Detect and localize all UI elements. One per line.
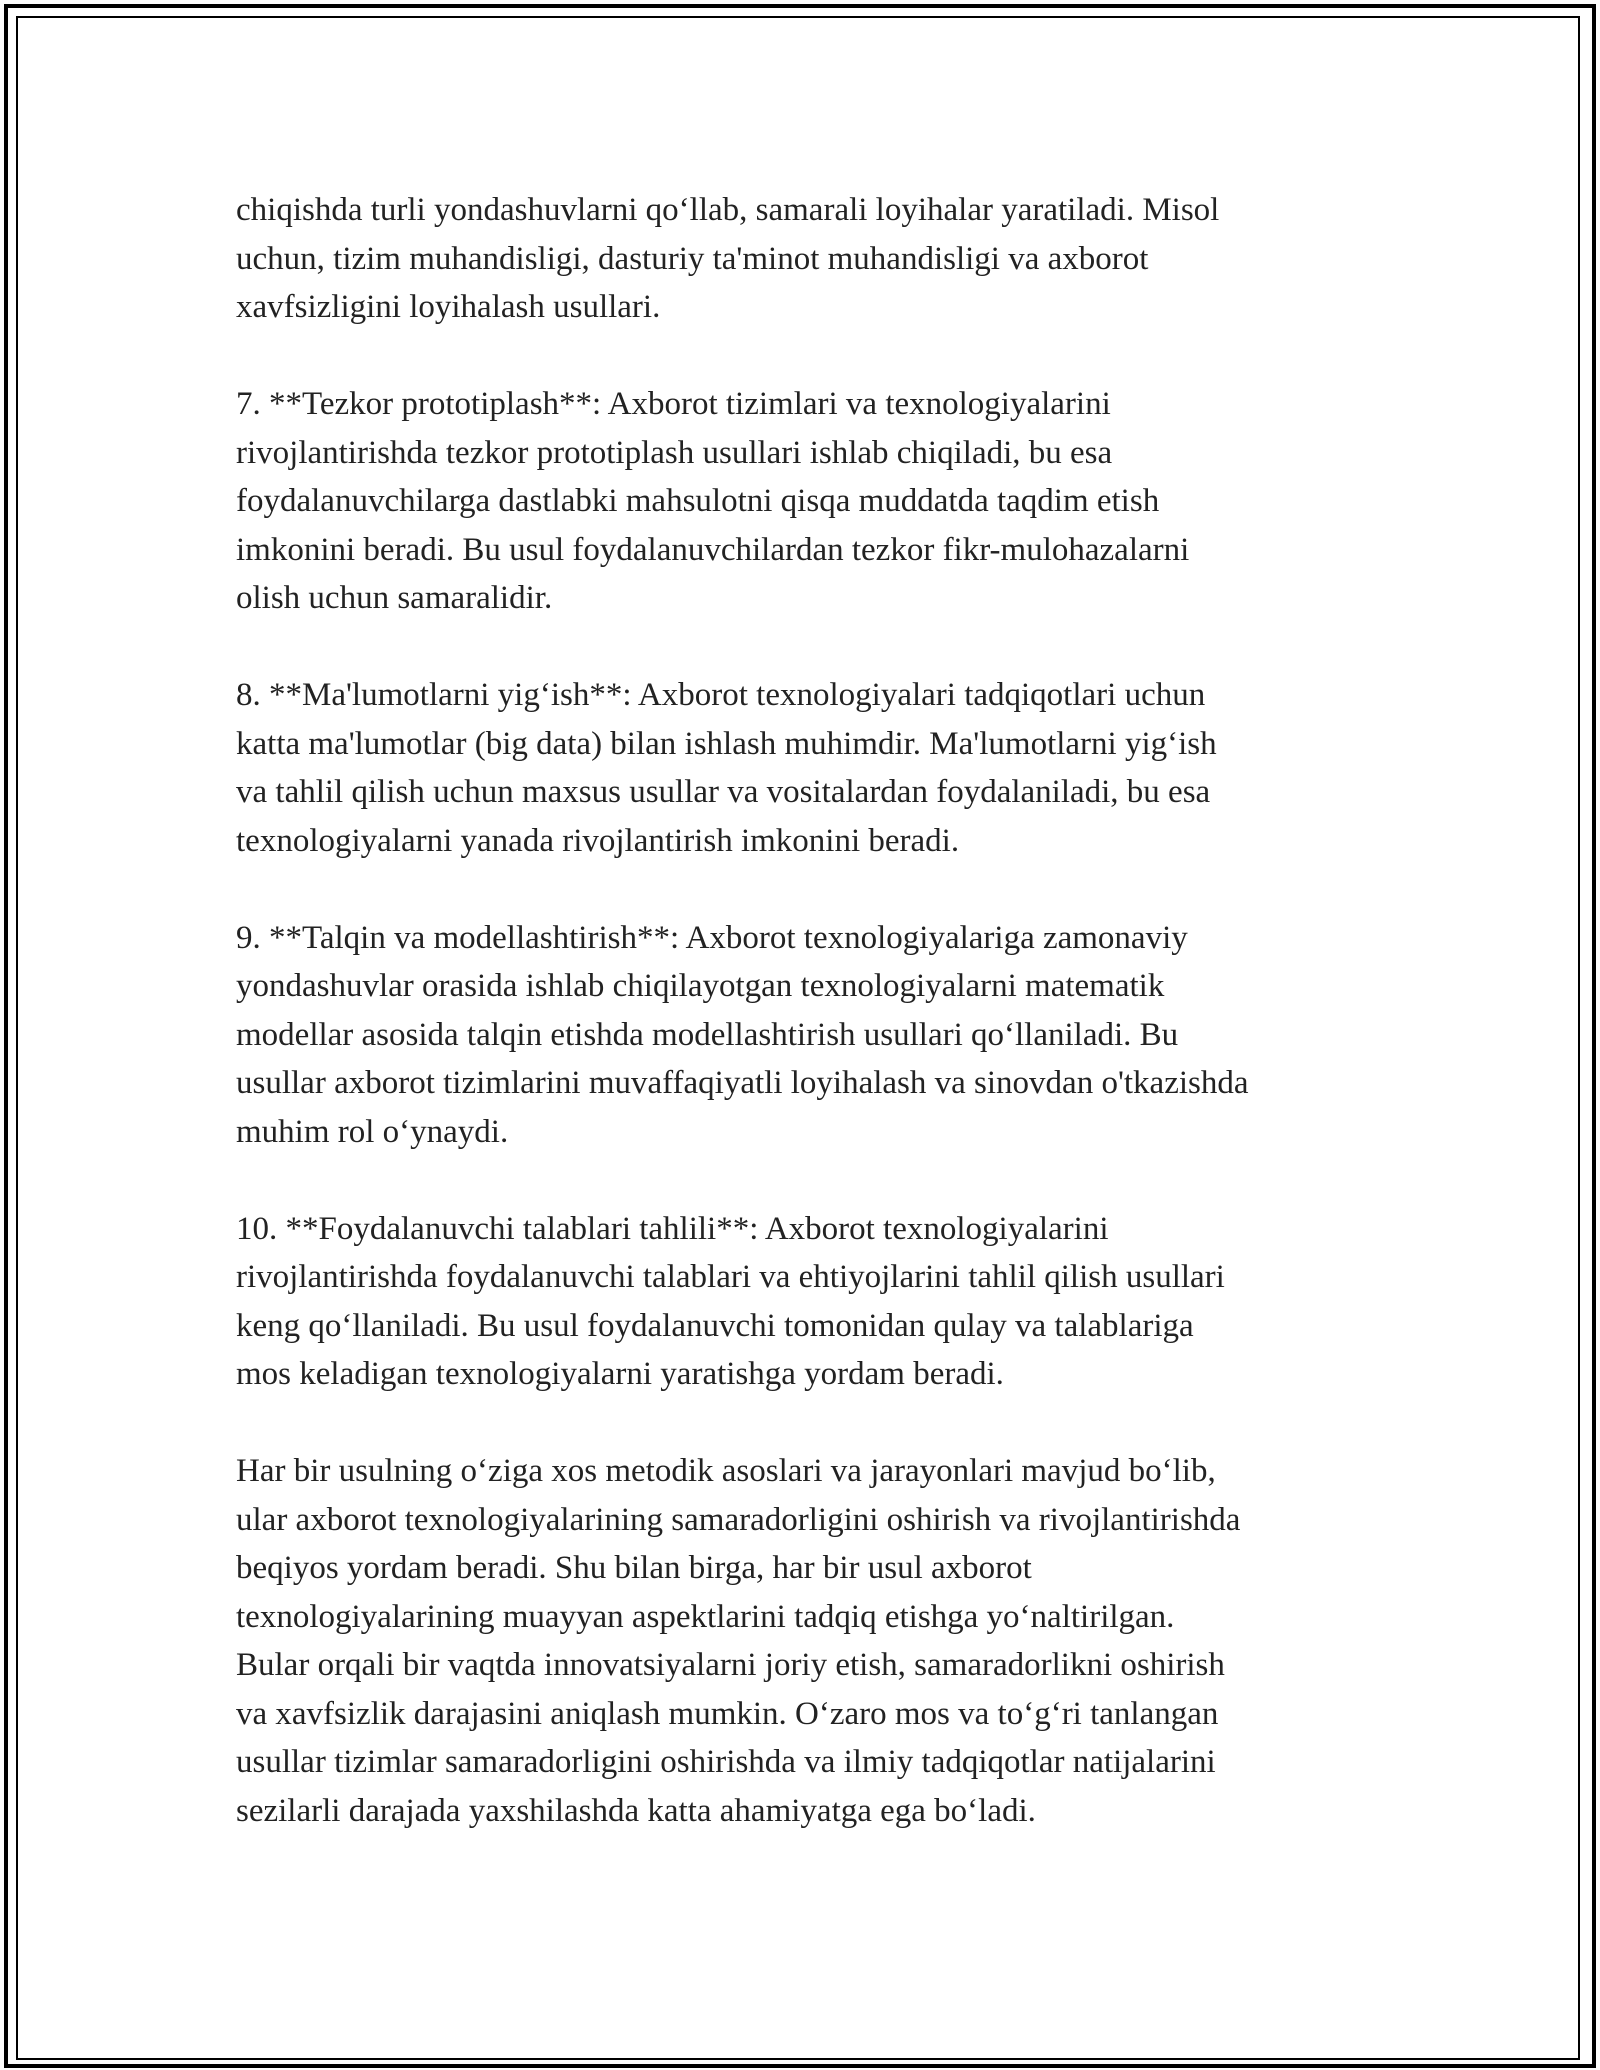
text-line: 8. **Ma'lumotlarni yig‘ish**: Axborot texnologiyalari tadqiqotlari uchun — [236, 677, 1206, 713]
paragraph-item-9 — [236, 914, 1386, 1157]
text-line: foydalanuvchilarga dastlabki mahsulotni qisqa muddatda taqdim etish — [236, 483, 1160, 519]
text-line: keng qo‘llaniladi. Bu usul foydalanuvchi tomonidan qulay va talablariga — [236, 1307, 1194, 1344]
text-line: usullar axborot tizimlarini muvaffaqiyatli loyihalash va sinovdan o'tkazishda — [236, 1065, 1249, 1101]
text-line: va xavfsizlik darajasini aniqlash mumkin. O‘zaro mos va to‘g‘ri tanlangan — [236, 1695, 1219, 1732]
paragraph-item-8 — [236, 671, 1386, 865]
text-line: 7. **Tezkor prototiplash**: Axborot tizimlari va texnologiyalarini — [236, 386, 1111, 422]
text-line: 10. **Foydalanuvchi talablari tahlili**: Axborot texnologiyalarini — [236, 1210, 1109, 1247]
text-line: uchun, tizim muhandisligi, dasturiy ta'minot muhandisligi va axborot — [236, 240, 1149, 277]
text-line: rivojlantirishda tezkor prototiplash usullari ishlab chiqiladi, bu esa — [236, 434, 1113, 471]
text-line: mos keladigan texnologiyalarni yaratishga yordam beradi. — [236, 1356, 1004, 1392]
paragraph-intro-continuation — [236, 186, 1386, 332]
text-line: modellar asosida talqin etishda modellashtirish usullari qo‘llaniladi. Bu — [236, 1016, 1179, 1053]
text-line: texnologiyalarni yanada rivojlantirish imkonini beradi. — [236, 822, 960, 859]
text-line: usullar tizimlar samaradorligini oshirishda va ilmiy tadqiqotlar natijalarini — [236, 1744, 1216, 1780]
text-line: beqiyos yordam beradi. Shu bilan birga, har bir usul axborot — [236, 1550, 1032, 1586]
text-line: olish uchun samaralidir. — [236, 580, 553, 616]
text-line: Har bir usulning o‘ziga xos metodik asoslari va jarayonlari mavjud bo‘lib, — [236, 1453, 1216, 1489]
text-line: xavfsizligini loyihalash usullari. — [236, 289, 661, 325]
paragraph-item-10 — [236, 1205, 1386, 1399]
text-line: texnologiyalarining muayyan aspektlarini tadqiq etishga yo‘naltirilgan. — [236, 1598, 1175, 1635]
text-line: rivojlantirishda foydalanuvchi talablari va ehtiyojlarini tahlil qilish usullari — [236, 1259, 1225, 1295]
document-body — [236, 186, 1386, 1884]
paragraph-conclusion — [236, 1447, 1386, 1835]
text-line: chiqishda turli yondashuvlarni qo‘llab, samarali loyihalar yaratiladi. Misol — [236, 192, 1220, 228]
text-line: 9. **Talqin va modellashtirish**: Axborot texnologiyalariga zamonaviy — [236, 919, 1188, 956]
text-line: va tahlil qilish uchun maxsus usullar va vositalardan foydalaniladi, bu esa — [236, 774, 1211, 810]
paragraph-item-7 — [236, 380, 1386, 623]
text-line: imkonini beradi. Bu usul foydalanuvchilardan tezkor fikr-mulohazalarni — [236, 531, 1190, 568]
text-line: ular axborot texnologiyalarining samaradorligini oshirish va rivojlantirishda — [236, 1501, 1241, 1538]
text-line: sezilarli darajada yaxshilashda katta ahamiyatga ega bo‘ladi. — [236, 1792, 1036, 1829]
text-line: yondashuvlar orasida ishlab chiqilayotgan texnologiyalarni matematik — [236, 968, 1165, 1004]
text-line: muhim rol o‘ynaydi. — [236, 1113, 509, 1150]
text-line: katta ma'lumotlar (big data) bilan ishlash muhimdir. Ma'lumotlarni yig‘ish — [236, 725, 1217, 762]
text-line: Bular orqali bir vaqtda innovatsiyalarni joriy etish, samaradorlikni oshirish — [236, 1647, 1225, 1683]
